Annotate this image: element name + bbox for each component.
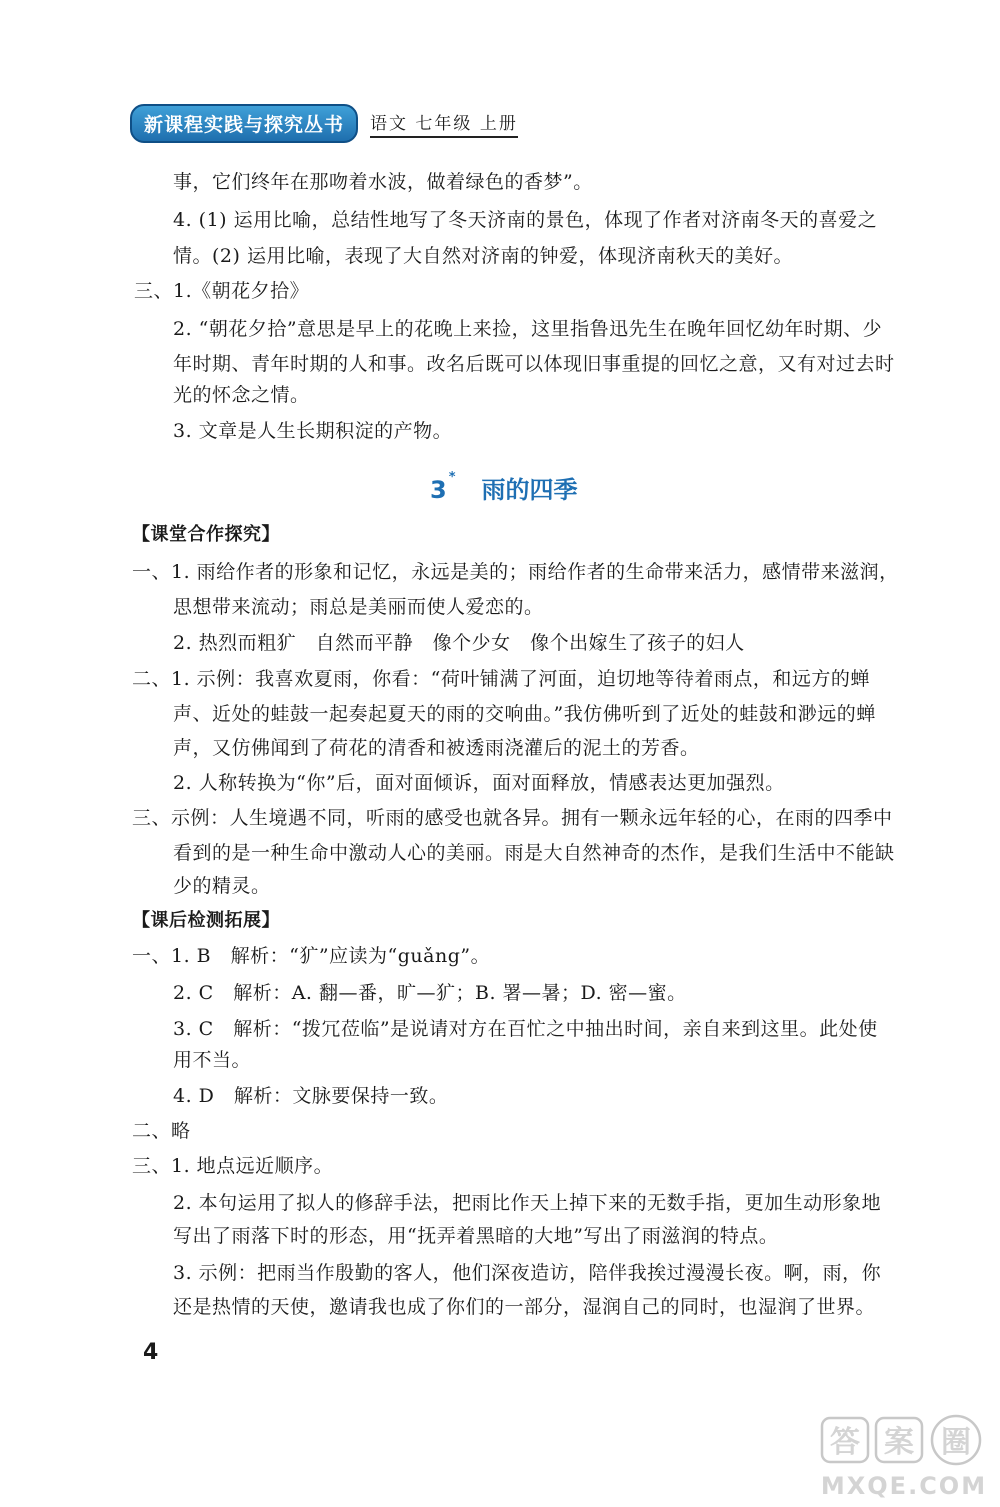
text-line: 写出了雨落下时的形态，用“抚弄着黑暗的大地”写出了雨滋润的特点。 bbox=[173, 1225, 779, 1247]
text-line: 4. D 解析：文脉要保持一致。 bbox=[173, 1085, 449, 1107]
watermark-url: MXQE.COM bbox=[820, 1472, 988, 1500]
page-number: 4 bbox=[143, 1340, 159, 1365]
text-line: 二、1. 示例：我喜欢夏雨，你看：“荷叶铺满了河面，迫切地等待着雨点，和远方的蝉 bbox=[132, 668, 870, 690]
text-line: 2. 人称转换为“你”后，面对面倾诉，面对面释放，情感表达更加强烈。 bbox=[173, 772, 785, 794]
text-line: 一、1. B 解析：“犷”应读为“guǎng”。 bbox=[132, 945, 491, 967]
text-line: 3. 文章是人生长期积淀的产物。 bbox=[173, 420, 453, 442]
text-line: 三、1. 地点远近顺序。 bbox=[132, 1155, 334, 1177]
text-line: 还是热情的天使，邀请我也成了你们的一部分，湿润自己的同时，也湿润了世界。 bbox=[173, 1296, 876, 1318]
watermark-char: 圈 bbox=[941, 1425, 971, 1460]
text-line: 事，它们终年在那吻着水波，做着绿色的香梦”。 bbox=[173, 171, 593, 193]
text-line: 用不当。 bbox=[173, 1049, 252, 1071]
text-line: 年时期、青年时期的人和事。改名后既可以体现旧事重提的回忆之意，又有对过去时 bbox=[173, 353, 895, 375]
text-line: 2. 本句运用了拟人的修辞手法，把雨比作天上掉下来的无数手指，更加生动形象地 bbox=[173, 1192, 882, 1214]
text-line: 光的怀念之情。 bbox=[173, 384, 310, 406]
text-line: 4. (1) 运用比喻，总结性地写了冬天济南的景色，体现了作者对济南冬天的喜爱之 bbox=[173, 209, 878, 231]
text-line: 三、示例：人生境遇不同，听雨的感受也就各异。拥有一颗永远年轻的心，在雨的四季中 bbox=[132, 807, 893, 829]
section-name: 雨的四季 bbox=[481, 476, 578, 504]
subject-label: 语文 七年级 上册 bbox=[370, 109, 518, 138]
text-line: 声，又仿佛闻到了荷花的清香和被透雨浇灌后的泥土的芳香。 bbox=[173, 737, 700, 759]
section-title bbox=[430, 470, 578, 505]
watermark-char: 案 bbox=[884, 1425, 914, 1460]
text-line: 二、略 bbox=[132, 1120, 191, 1142]
text-line: 3. C 解析：“拨冗莅临”是说请对方在百忙之中抽出时间，亲自来到这里。此处使 bbox=[173, 1018, 878, 1040]
text-line: 思想带来流动；雨总是美丽而使人爱恋的。 bbox=[173, 596, 544, 618]
page-header bbox=[130, 106, 518, 140]
classroom-heading: 【课堂合作探究】 bbox=[132, 524, 280, 545]
text-line: 2. “朝花夕拾”意思是早上的花晚上来捡，这里指鲁迅先生在晚年回忆幼年时期、少 bbox=[173, 318, 883, 340]
series-badge: 新课程实践与探究丛书 bbox=[130, 104, 358, 143]
text-line: 声、近处的蛙鼓一起奏起夏天的雨的交响曲。”我仿佛听到了近处的蛙鼓和渺远的蝉 bbox=[173, 703, 876, 725]
after-class-heading: 【课后检测拓展】 bbox=[132, 910, 280, 931]
text-line: 少的精灵。 bbox=[173, 875, 271, 897]
watermark-char: 答 bbox=[830, 1425, 860, 1460]
section-marker: * bbox=[448, 470, 456, 485]
text-line: 3. 示例：把雨当作殷勤的客人，他们深夜造访，陪伴我挨过漫漫长夜。啊，雨，你 bbox=[173, 1262, 882, 1284]
text-line: 2. C 解析：A. 翻—番，旷—犷；B. 署—暑；D. 密—蜜。 bbox=[173, 982, 687, 1004]
text-line: 看到的是一种生命中激动人心的美丽。雨是大自然神奇的杰作，是我们生活中不能缺 bbox=[173, 842, 895, 864]
text-line: 2. 热烈而粗犷 自然而平静 像个少女 像个出嫁生了孩子的妇人 bbox=[173, 632, 745, 654]
text-line: 三、1.《朝花夕拾》 bbox=[134, 280, 310, 302]
text-line: 情。(2) 运用比喻，表现了大自然对济南的钟爱，体现济南秋天的美好。 bbox=[173, 245, 793, 267]
watermark-logo bbox=[818, 1412, 990, 1500]
text-line: 一、1. 雨给作者的形象和记忆，永远是美的；雨给作者的生命带来活力，感情带来滋润， bbox=[132, 561, 899, 583]
section-number: 3 bbox=[430, 476, 447, 504]
